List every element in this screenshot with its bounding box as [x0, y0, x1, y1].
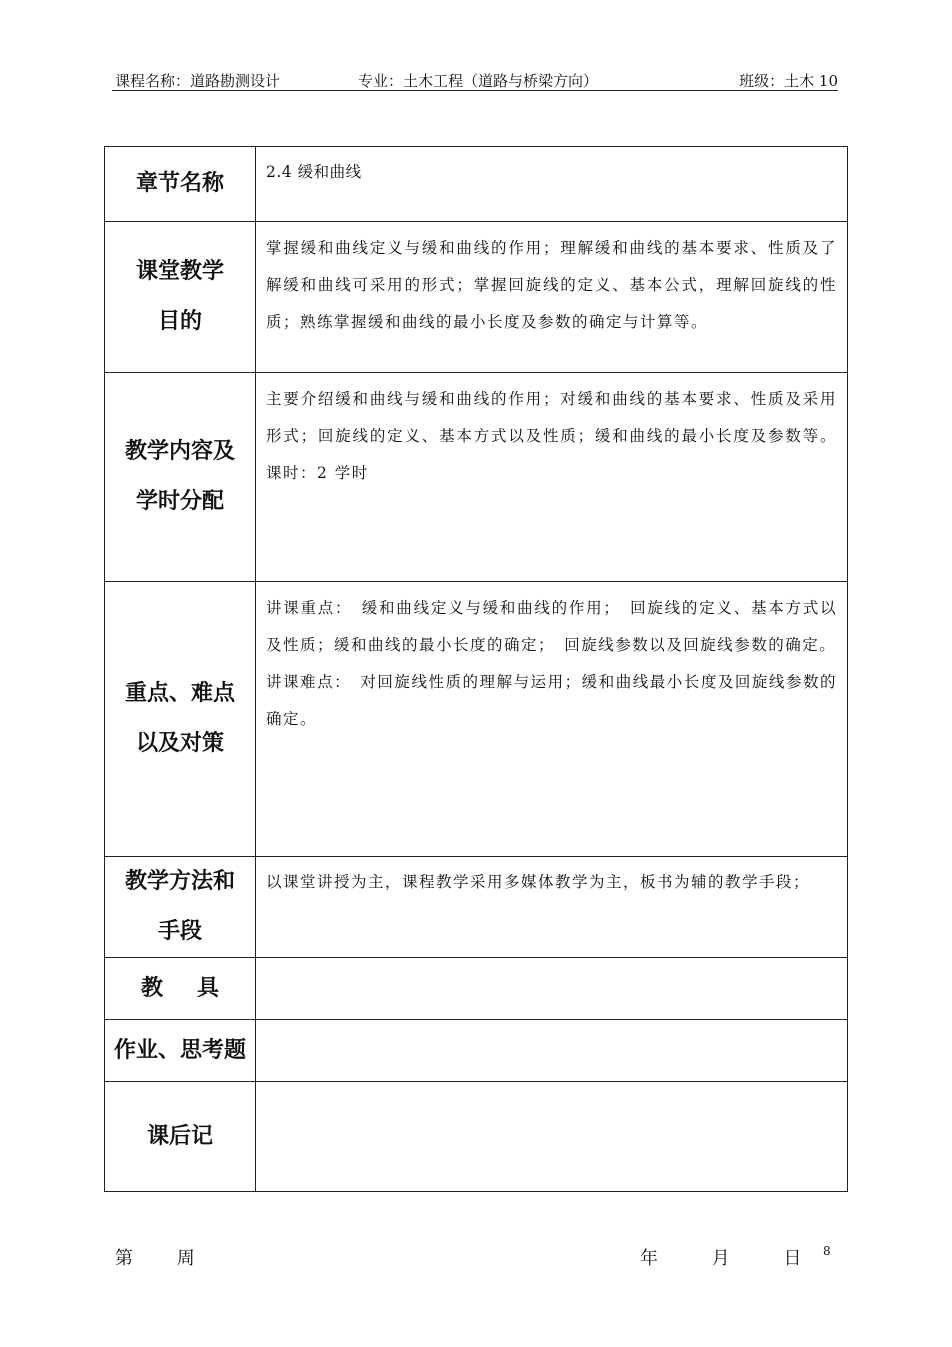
footer-year: 年	[640, 1248, 658, 1269]
keypoints-label	[105, 582, 256, 857]
content-hours-label-line1: 教学内容及	[124, 439, 235, 464]
lesson-plan-table	[104, 146, 848, 1192]
footer-week	[115, 1244, 195, 1270]
tools-content	[256, 958, 848, 1020]
table-row-keypoints	[105, 582, 848, 857]
footer-week-suffix: 周	[176, 1248, 195, 1269]
keypoints-label-line1: 重点、难点	[124, 681, 235, 706]
footer-week-prefix: 第	[115, 1248, 133, 1269]
header-major: 专业：土木工程（道路与桥梁方向）	[358, 72, 599, 90]
methods-content: 以课堂讲授为主，课程教学采用多媒体教学为主，板书为辅的教学手段；	[256, 857, 848, 958]
page-number: 8	[823, 1244, 831, 1258]
methods-label	[105, 857, 256, 958]
page-header	[112, 68, 838, 91]
tools-label	[105, 958, 256, 1020]
objectives-label-line1: 课堂教学	[135, 259, 224, 284]
content-hours-label	[105, 373, 256, 582]
homework-content	[256, 1020, 848, 1082]
keypoints-label-line2: 以及对策	[135, 731, 224, 756]
table-row-tools	[105, 958, 848, 1020]
content-hours-label-line2: 学时分配	[135, 489, 224, 514]
homework-label: 作业、思考题	[105, 1020, 256, 1082]
keypoints-key: 讲课重点： 缓和曲线定义与缓和曲线的作用； 回旋线的定义、基本方式以及性质；缓和曲线的最小长度的确定； 回旋线参数以及回旋线参数的确定。	[266, 599, 837, 654]
table-row-homework	[105, 1020, 848, 1082]
keypoints-difficult: 讲课难点： 对回旋线性质的理解与运用；缓和曲线最小长度及回旋线参数的确定。	[266, 673, 837, 728]
objectives-label	[105, 222, 256, 373]
methods-label-line1: 教学方法和	[124, 869, 235, 894]
footer-month: 月	[711, 1248, 730, 1269]
footer-day: 日	[783, 1248, 802, 1269]
notes-content	[256, 1082, 848, 1192]
objectives-content: 掌握缓和曲线定义与缓和曲线的作用；理解缓和曲线的基本要求、性质及了解缓和曲线可采用的形式；掌握回旋线的定义、基本公式，理解回旋线的性质；熟练掌握缓和曲线的最小长度及参数的确定与计算等。	[256, 222, 848, 373]
table-row-objectives	[105, 222, 848, 373]
chapter-content: 2.4 缓和曲线	[256, 147, 848, 222]
keypoints-content	[256, 582, 848, 857]
notes-label: 课后记	[105, 1082, 256, 1192]
tools-label-text: 教具	[140, 975, 253, 1001]
table-row-methods	[105, 857, 848, 958]
header-class: 班级：土木 10	[739, 72, 838, 90]
table-row-notes	[105, 1082, 848, 1192]
chapter-label: 章节名称	[105, 147, 256, 222]
methods-label-line2: 手段	[157, 919, 202, 944]
objectives-label-line2: 目的	[157, 309, 202, 334]
table-row-content-hours	[105, 373, 848, 582]
table-row-chapter	[105, 147, 848, 222]
header-course-name: 课程名称：道路勘测设计	[115, 72, 281, 90]
content-hours-content: 主要介绍缓和曲线与缓和曲线的作用；对缓和曲线的基本要求、性质及采用形式；回旋线的定义、基本方式以及性质；缓和曲线的最小长度及参数等。课时：2 学时	[256, 373, 848, 582]
footer-date	[640, 1244, 801, 1270]
